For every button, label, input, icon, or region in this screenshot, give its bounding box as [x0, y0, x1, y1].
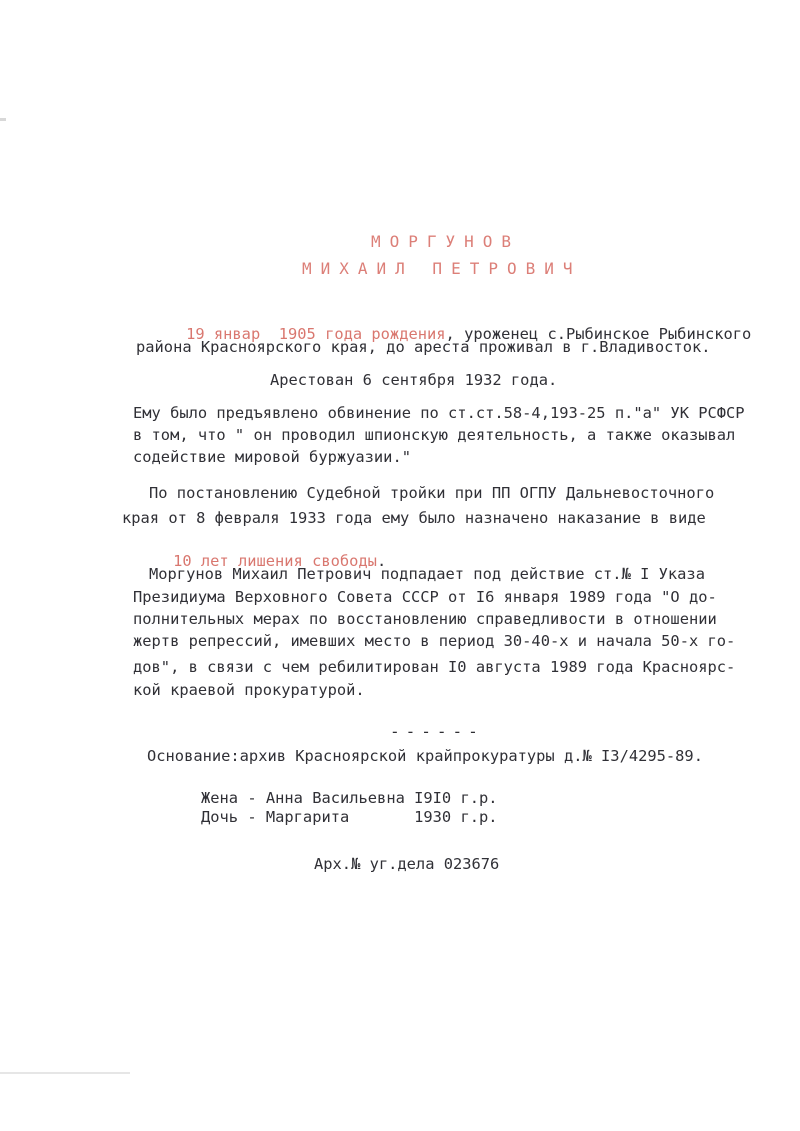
charge-line-3: содействие мировой буржуазии.": [133, 448, 411, 466]
archive-number: Арх.№ уг.дела 023676: [314, 855, 500, 873]
arrest-line: Арестован 6 сентября 1932 года.: [270, 371, 558, 389]
document-given-names: МИХАИЛ ПЕТРОВИЧ: [302, 259, 582, 278]
rehab-line-2: Президиума Верховного Совета СССР от I6 января 1989 года "О до-: [133, 588, 717, 606]
rehab-line-3: полнительных мерах по восстановлению справедливости в отношении: [133, 610, 717, 628]
charge-line-2: в том, что " он проводил шпионскую деятельность, а также оказывал: [133, 426, 736, 444]
sentence-line-2: края от 8 февраля 1933 года ему было назначено наказание в виде: [122, 509, 706, 527]
birth-line-2: района Красноярского края, до ареста проживал в г.Владивосток.: [136, 338, 711, 356]
rehab-line-5: дов", в связи с чем ребилитирован I0 августа 1989 года Красноярс-: [133, 658, 736, 676]
rehab-line-1: Моргунов Михаил Петрович подпадает под действие ст.№ I Указа: [149, 565, 705, 583]
separator-dashes: ------: [390, 722, 484, 741]
rehab-line-4: жертв репрессий, имевших место в период 30-40-х и начала 50-х го-: [133, 632, 736, 650]
relative-wife: Жена - Анна Васильевна I9I0 г.р.: [201, 789, 498, 807]
rehab-line-6: кой краевой прокуратурой.: [133, 681, 365, 699]
charge-line-1: Ему было предъявлено обвинение по ст.ст.58-4,193-25 п."а" УК РСФСР: [133, 404, 745, 422]
birth-place: , уроженец с.Рыбинское Рыбинского: [445, 325, 752, 343]
sentence-term-end: .: [376, 552, 387, 570]
document-surname: МОРГУНОВ: [371, 232, 521, 251]
scan-mark-bottom: [0, 1072, 130, 1074]
birth-date-red: 19 январ 1905 года рождения: [186, 325, 446, 343]
basis-line: Основание:архив Красноярской крайпрокуратуры д.№ I3/4295-89.: [147, 747, 703, 765]
relative-daughter: Дочь - Маргарита 1930 г.р.: [201, 808, 498, 826]
sentence-line-1: По постановлению Судебной тройки при ПП ОГПУ Дальневосточного: [149, 484, 715, 502]
scan-mark-top: [0, 118, 6, 121]
sentence-term-red: 10 лет лишения свободы: [173, 552, 377, 570]
